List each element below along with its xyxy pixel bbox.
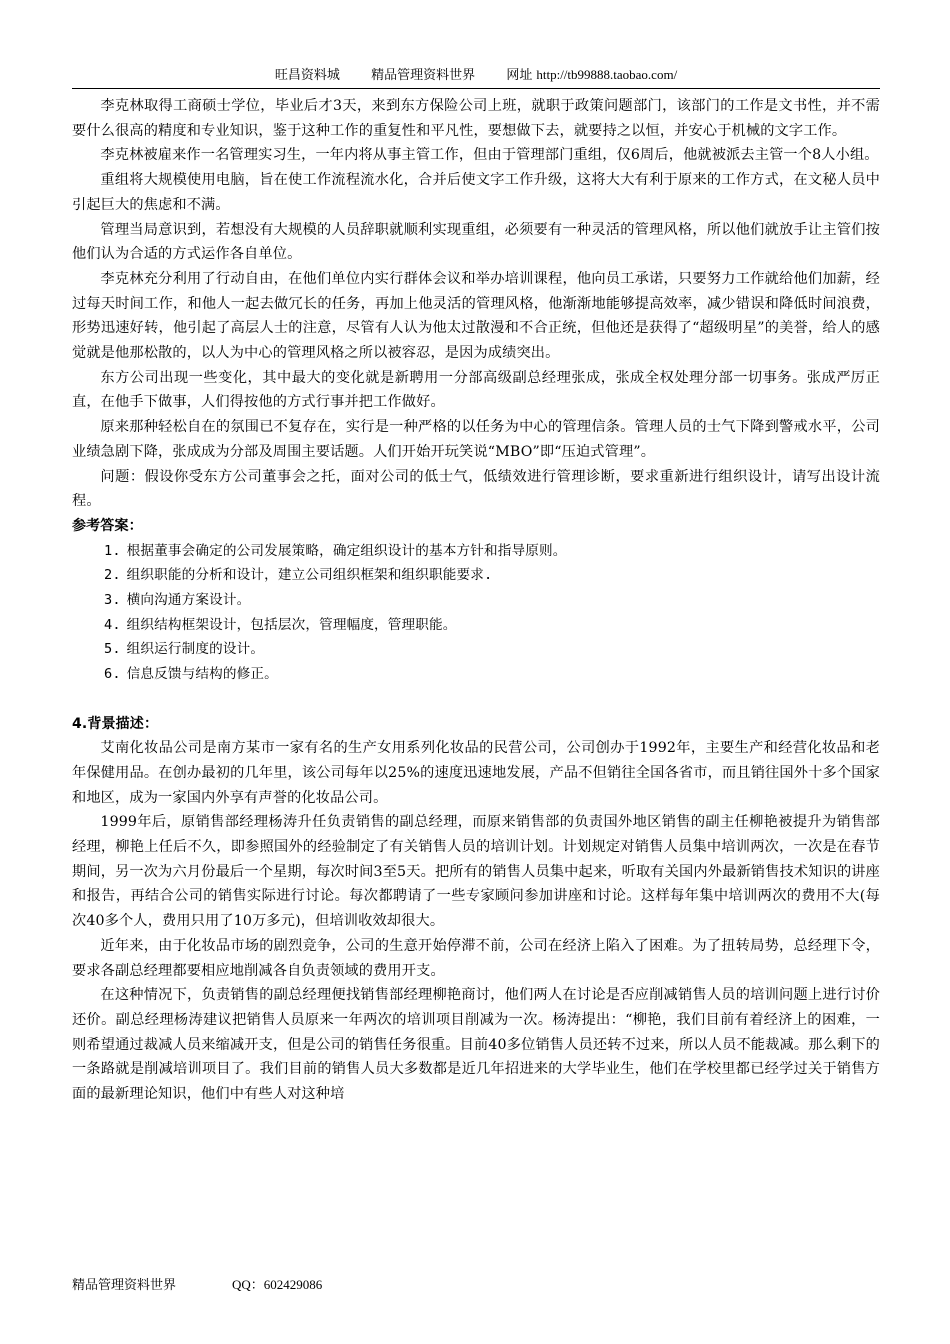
answer-text: 组织职能的分析和设计，建立公司组织框架和组织职能要求.	[126, 567, 493, 584]
header-site-name: 旺昌资料城	[274, 67, 340, 82]
header-divider	[72, 88, 880, 89]
case3-paragraph: 李克林取得工商硕士学位，毕业后才3天，来到东方保险公司上班，就职于政策问题部门，该部门的工作是文书性，并不需要什么很高的精度和专业知识，鉴于这种工作的重复性和平凡性，要想做下去，就要持之以恒，并安心于机械的文字工作。	[72, 98, 880, 139]
answer-text: 组织结构框架设计，包括层次，管理幅度，管理职能。	[126, 616, 457, 633]
answer-item	[72, 563, 880, 588]
header-world-name: 精品管理资料世界	[371, 67, 476, 82]
answer-number: 3.	[104, 592, 121, 609]
answer-number: 4.	[104, 616, 121, 633]
case3-paragraph: 原来那种轻松自在的氛围已不复存在，实行是一种严格的以任务为中心的管理信条。管理人员的士气下降到警戒水平，公司业绩急剧下降，张成成为分部及周围主要话题。人们开始开玩笑说“MBO”即“压迫式管理”。	[72, 419, 880, 460]
answer-item	[72, 588, 880, 613]
document-body	[72, 94, 880, 1107]
page-footer	[72, 1276, 322, 1294]
case3-paragraph: 李克林被雇来作一名管理实习生，一年内将从事主管工作，但由于管理部门重组，仅6周后，他就被派去主管一个8人小组。	[100, 147, 879, 164]
answer-text: 根据董事会确定的公司发展策略，确定组织设计的基本方针和指导原则。	[126, 542, 567, 559]
case3-paragraph: 东方公司出现一些变化，其中最大的变化就是新聘用一分部高级副总经理张成，张成全权处理分部一切事务。张成严厉正直，在他手下做事，人们得按他的方式行事并把工作做好。	[72, 369, 880, 411]
case4-heading: 4.背景描述：	[72, 715, 159, 732]
answer-item	[72, 662, 880, 687]
section-spacer	[72, 687, 880, 712]
page-header	[72, 66, 880, 84]
case4-paragraph: 1999年后，原销售部经理杨涛升任负责销售的副总经理，而原来销售部的负责国外地区销售的副主任柳艳被提升为销售部经理，柳艳上任后不久，即参照国外的经验制定了有关销售人员的培训计划。计划规定对销售人员集中培训两次，一次是在春节期间，另一次为六月份最后一个星期，每次时间3至5天。把所有的销售人员集中起来，听取有关国内外最新销售技术知识的讲座和报告，再结合公司的销售实际进行讨论。每次都聘请了一些专家顾问参加讲座和讨论。这样每年集中培训两次的费用不大(每次40多个人，费用只用了10万多元)，但培训收效却很大。	[72, 814, 880, 930]
answer-number: 6.	[104, 666, 121, 683]
answer-list	[72, 539, 880, 687]
header-url-label: 网址	[506, 67, 533, 82]
footer-name: 精品管理资料世界	[72, 1277, 177, 1292]
answer-number: 1.	[104, 542, 121, 559]
answer-text: 组织运行制度的设计。	[126, 641, 265, 658]
answer-number: 5.	[104, 641, 121, 658]
footer-qq: QQ：602429086	[232, 1277, 323, 1292]
case3-paragraph: 管理当局意识到，若想没有大规模的人员辞职就顺利实现重组，必须要有一种灵活的管理风格，所以他们就放手让主管们按他们认为合适的方式运作各自单位。	[72, 221, 880, 263]
answer-text: 信息反馈与结构的修正。	[126, 666, 278, 683]
case3-paragraph: 重组将大规模使用电脑，旨在使工作流程流水化，合并后使文字工作升级，这将大大有利于原来的工作方式，在文秘人员中引起巨大的焦虑和不满。	[72, 172, 880, 213]
case3-question: 问题：假设你受东方公司董事会之托，面对公司的低士气，低绩效进行管理诊断，要求重新进行组织设计，请写出设计流程。	[72, 468, 880, 510]
case4-paragraph: 近年来，由于化妆品市场的剧烈竞争，公司的生意开始停滞不前，公司在经济上陷入了困难。为了扭转局势，总经理下令，要求各副总经理都要相应地削减各自负责领域的费用开支。	[72, 937, 880, 979]
header-url-link[interactable]: http://tb99888.taobao.com/	[536, 67, 678, 82]
answer-item	[72, 539, 880, 564]
case3-paragraph: 李克林充分利用了行动自由，在他们单位内实行群体会议和举办培训课程，他向员工承诺，只要努力工作就给他们加薪，经过每天时间工作，和他人一起去做冗长的任务，再加上他灵活的管理风格，他渐渐地能够提高效率，减少错误和降低时间浪费，形势迅速好转，他引起了高层人士的注意，尽管有人认为他太过散漫和不合正统，但他还是获得了“超级明星”的美誉，给人的感觉就是他那松散的，以人为中心的管理风格之所以被容忍，是因为成绩突出。	[72, 270, 880, 362]
case4-paragraph: 在这种情况下，负责销售的副总经理便找销售部经理柳艳商讨，他们两人在讨论是否应削减销售人员的培训问题上进行讨价还价。副总经理杨涛建议把销售人员原来一年两次的培训项目削减为一次。杨涛提出：“柳艳，我们目前有着经济上的困难，一则希望通过裁减人员来缩减开支，但是公司的销售任务很重。目前40多位销售人员还转不过来，所以人员不能裁减。那么剩下的一条路就是削减培训项目了。我们目前的销售人员大多数都是近几年招进来的大学毕业生，他们在学校里都已经学过关于销售方面的最新理论知识，他们中有些人对这种培	[72, 987, 880, 1103]
answer-number: 2.	[104, 567, 121, 584]
answer-heading: 参考答案：	[72, 517, 143, 534]
header-url-group	[506, 67, 677, 82]
answer-text: 横向沟通方案设计。	[126, 592, 251, 609]
case4-paragraph: 艾南化妆品公司是南方某市一家有名的生产女用系列化妆品的民营公司，公司创办于1992年，主要生产和经营化妆品和老年保健用品。在创办最初的几年里，该公司每年以25%的速度迅速地发展，产品不但销往全国各省市，而且销往国外十多个国家和地区，成为一家国内外享有声誉的化妆品公司。	[72, 740, 880, 806]
answer-item	[72, 637, 880, 662]
answer-item	[72, 613, 880, 638]
